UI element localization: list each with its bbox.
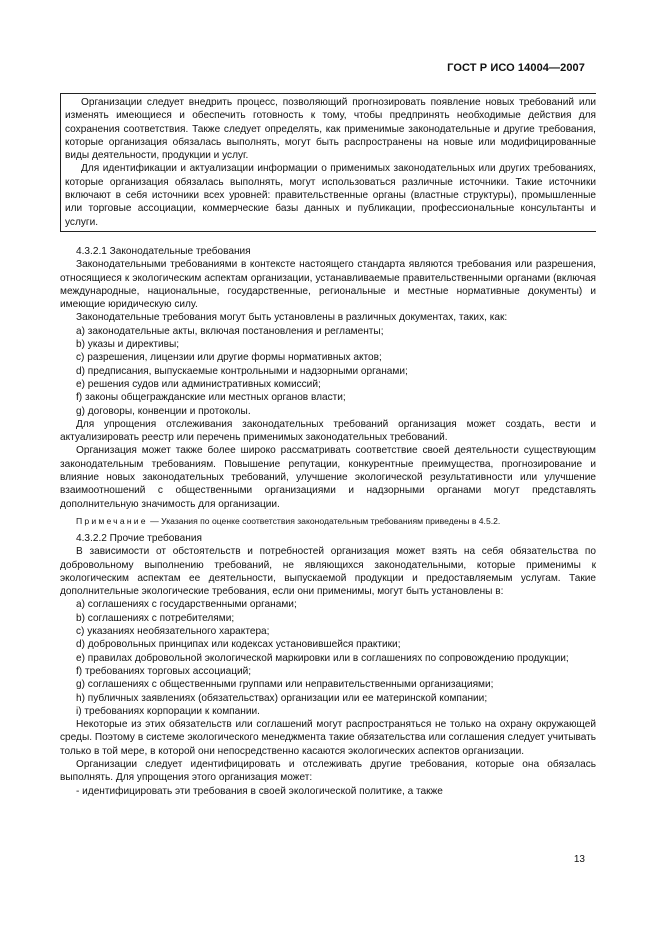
list-item: d) добровольных принципах или кодексах установившейся практики; bbox=[76, 639, 401, 651]
list-item: b) соглашениях с потребителями; bbox=[76, 612, 235, 624]
section-4322-commitments: Некоторые из этих обязательств или соглашений могут распространяться не только на охрану окружающей среды. Поэтому в системе экологического менеджмента такие обязательства или соглашения следует учитывать только в той мере, в которой они непосредственно касаются экологических аспектов организации. bbox=[60, 719, 596, 757]
list-item: d) предписания, выпускаемые контрольными и надзорными органами; bbox=[76, 365, 408, 377]
list-item: a) законодательные акты, включая постановления и регламенты; bbox=[76, 325, 384, 337]
list-item: f) законы общегражданские или местных органов власти; bbox=[76, 392, 346, 404]
section-4322-bullet: - идентифицировать эти требования в своей экологической политике, а также bbox=[76, 785, 443, 797]
document-header: ГОСТ Р ИСО 14004—2007 bbox=[447, 62, 585, 74]
page-number: 13 bbox=[573, 854, 585, 865]
section-4321-broader: Организация может также более широко рассматривать соответствие своей деятельности существующим законодательным требованиям. Повышение репутации, конкурентные преимущества, прогнозирование и влияние новых законодательных требований, улучшение экологической результативности или улучшение взаимоотношений с общественными организациями и надзорными органами могут представлять дополнительную значимость для организации. bbox=[60, 445, 596, 510]
section-4321-registry: Для упрощения отслеживания законодательных требований организация может создать, вести и актуализировать реестр или перечень применимых законодательных требований. bbox=[60, 418, 596, 444]
list-item: g) договоры, конвенции и протоколы. bbox=[76, 405, 251, 417]
note-text: — Указания по оценке соответствия законодательным требованиям приведены в 4.5.2. bbox=[147, 515, 501, 526]
section-heading-4321: 4.3.2.1 Законодательные требования bbox=[76, 246, 251, 257]
list-item: c) указаниях необязательного характера; bbox=[76, 626, 270, 638]
section-4322-intro: В зависимости от обстоятельств и потребностей организация может взять на себя обязательства по добровольному выполнению требований, не являющихся законодательными, которые применимы к экологическим аспектам ее деятельности, выпускаемой продукции и предоставляемым услугам. Такие дополнительные экологические требования, если они применимы, могут быть установлены в: bbox=[60, 546, 596, 598]
list-item: c) разрешения, лицензии или другие формы нормативных актов; bbox=[76, 352, 382, 364]
note bbox=[60, 515, 596, 528]
section-4322-identify: Организации следует идентифицировать и отслеживать другие требования, которые она обязалась выполнять. Для упрощения этого организация может: bbox=[60, 758, 596, 784]
list-item: f) требованиях торговых ассоциаций; bbox=[76, 665, 252, 677]
list-item: g) соглашениях с общественными группами или неправительственными организациями; bbox=[76, 679, 494, 691]
main-content bbox=[60, 245, 596, 798]
boxed-section bbox=[60, 93, 596, 232]
list-item: h) публичных заявлениях (обязательствах) организации или ее материнской компании; bbox=[76, 692, 488, 704]
boxed-paragraph: Для идентификации и актуализации информации о применимых законодательных или других требованиях, которые организация обязалась выполнять, могут использоваться различные источники. Такие источники включают в себя источники всех уровней: правительственные органы (властные структуры), промышленные или торговые ассоциации, коммерческие базы данных и публикации, профессиональные консультанты и услуги. bbox=[65, 163, 596, 228]
note-label: Примечание bbox=[76, 515, 148, 526]
section-4321-intro: Законодательными требованиями в контексте настоящего стандарта являются требования или разрешения, относящиеся к экологическим аспектам организации, устанавливаемые правительственными органами (включая международные, национальные, государственные, региональные и местные нормативные документы) и имеющие юридическую силу. bbox=[60, 259, 596, 311]
list-item: a) соглашениях с государственными органами; bbox=[76, 599, 297, 611]
section-heading-4322: 4.3.2.2 Прочие требования bbox=[76, 532, 202, 544]
section-4321-list-intro: Законодательные требования могут быть установлены в различных документах, таких, как: bbox=[76, 312, 508, 324]
list-item: i) требованиях корпорации к компании. bbox=[76, 705, 260, 717]
list-item: e) решения судов или административных комиссий; bbox=[76, 378, 321, 390]
list-item: e) правилах добровольной экологической маркировки или в соглашениях по сопровождению продукции; bbox=[76, 652, 569, 664]
boxed-paragraph: Организации следует внедрить процесс, позволяющий прогнозировать появление новых требований или изменять имеющиеся и обеспечить готовность к тому, чтобы предпринять необходимые действия для сохранения соответствия. Также следует определять, как применимые законодательные и другие требования, которые организация обязалась выполнять, могут быть распространены на новые или модифицированные виды деятельности, продукции и услуг. bbox=[65, 97, 596, 162]
list-item: b) указы и директивы; bbox=[76, 339, 180, 351]
